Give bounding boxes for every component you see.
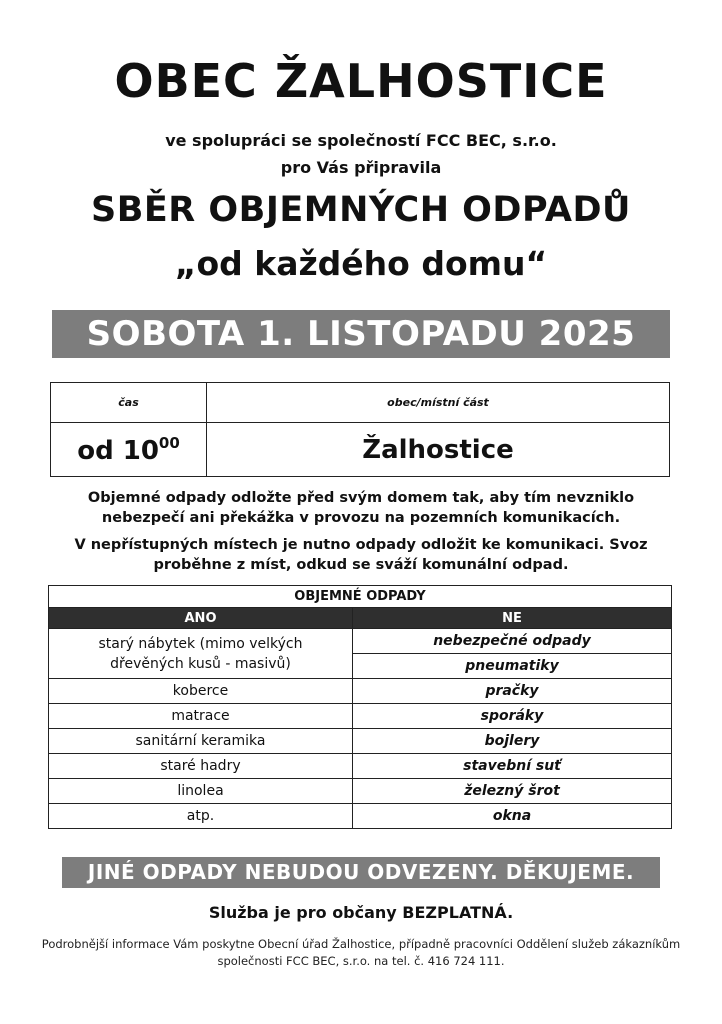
date-banner: SOBOTA 1. LISTOPADU 2025: [52, 310, 670, 358]
waste-table: [48, 585, 672, 829]
waste-caption: OBJEMNÉ ODPADY: [49, 586, 672, 608]
place-column-header: obec/místní část: [207, 383, 670, 423]
partner-line: ve spolupráci se společností FCC BEC, s.r.o.: [165, 131, 557, 150]
no-item: bojlery: [353, 729, 672, 754]
no-item: pračky: [353, 679, 672, 704]
collection-subheading: „od každého domu“: [174, 244, 548, 283]
waste-columns-row: [49, 608, 672, 629]
table-row: [49, 629, 672, 654]
no-item: pneumatiky: [353, 654, 672, 679]
yes-item: atp.: [49, 804, 353, 829]
table-row: [49, 679, 672, 704]
prepared-line: pro Vás připravila: [280, 158, 442, 177]
yes-item: matrace: [49, 704, 353, 729]
schedule-table: [50, 382, 670, 477]
table-row: [49, 779, 672, 804]
no-item: okna: [353, 804, 672, 829]
collection-heading: SBĚR OBJEMNÝCH ODPADŮ: [91, 190, 631, 230]
yes-item: starý nábytek (mimo velkých dřevěných kusů - masivů): [49, 629, 353, 679]
table-row: [49, 704, 672, 729]
no-item: sporáky: [353, 704, 672, 729]
yes-item: sanitární keramika: [49, 729, 353, 754]
free-service-note: Služba je pro občany BEZPLATNÁ.: [208, 903, 514, 922]
no-item: stavební suť: [353, 754, 672, 779]
contact-info: Podrobnější informace Vám poskytne Obecní úřad Žalhostice, případně pracovníci Oddělení služeb zákazníkům společnosti FCC BEC, s.r.o. na tel. č. 416 724 111.: [41, 937, 681, 968]
waste-caption-row: [49, 586, 672, 608]
time-minutes: 00: [158, 433, 180, 452]
placement-notice: Objemné odpady odložte před svým domem tak, aby tím nevzniklo nebezpečí ani překážka v provozu na pozemních komunikacích.: [87, 490, 635, 526]
no-header: NE: [353, 608, 672, 629]
yes-item: koberce: [49, 679, 353, 704]
access-notice: V nepřístupných místech je nutno odpady odložit ke komunikaci. Svoz proběhne z míst, odkud se sváží komunální odpad.: [74, 537, 648, 573]
table-row: [49, 729, 672, 754]
page-title: OBEC ŽALHOSTICE: [114, 54, 608, 108]
time-column-header: čas: [51, 383, 207, 423]
no-item: železný šrot: [353, 779, 672, 804]
time-cell: [51, 423, 207, 477]
no-item: nebezpečné odpady: [353, 629, 672, 654]
place-cell: Žalhostice: [207, 423, 670, 477]
time-value: od 10: [77, 435, 159, 466]
schedule-header-row: [51, 383, 670, 423]
yes-item: staré hadry: [49, 754, 353, 779]
schedule-row: [51, 423, 670, 477]
yes-item: linolea: [49, 779, 353, 804]
table-row: [49, 804, 672, 829]
table-row: [49, 754, 672, 779]
warning-banner: JINÉ ODPADY NEBUDOU ODVEZENY. DĚKUJEME.: [62, 857, 660, 888]
yes-header: ANO: [49, 608, 353, 629]
